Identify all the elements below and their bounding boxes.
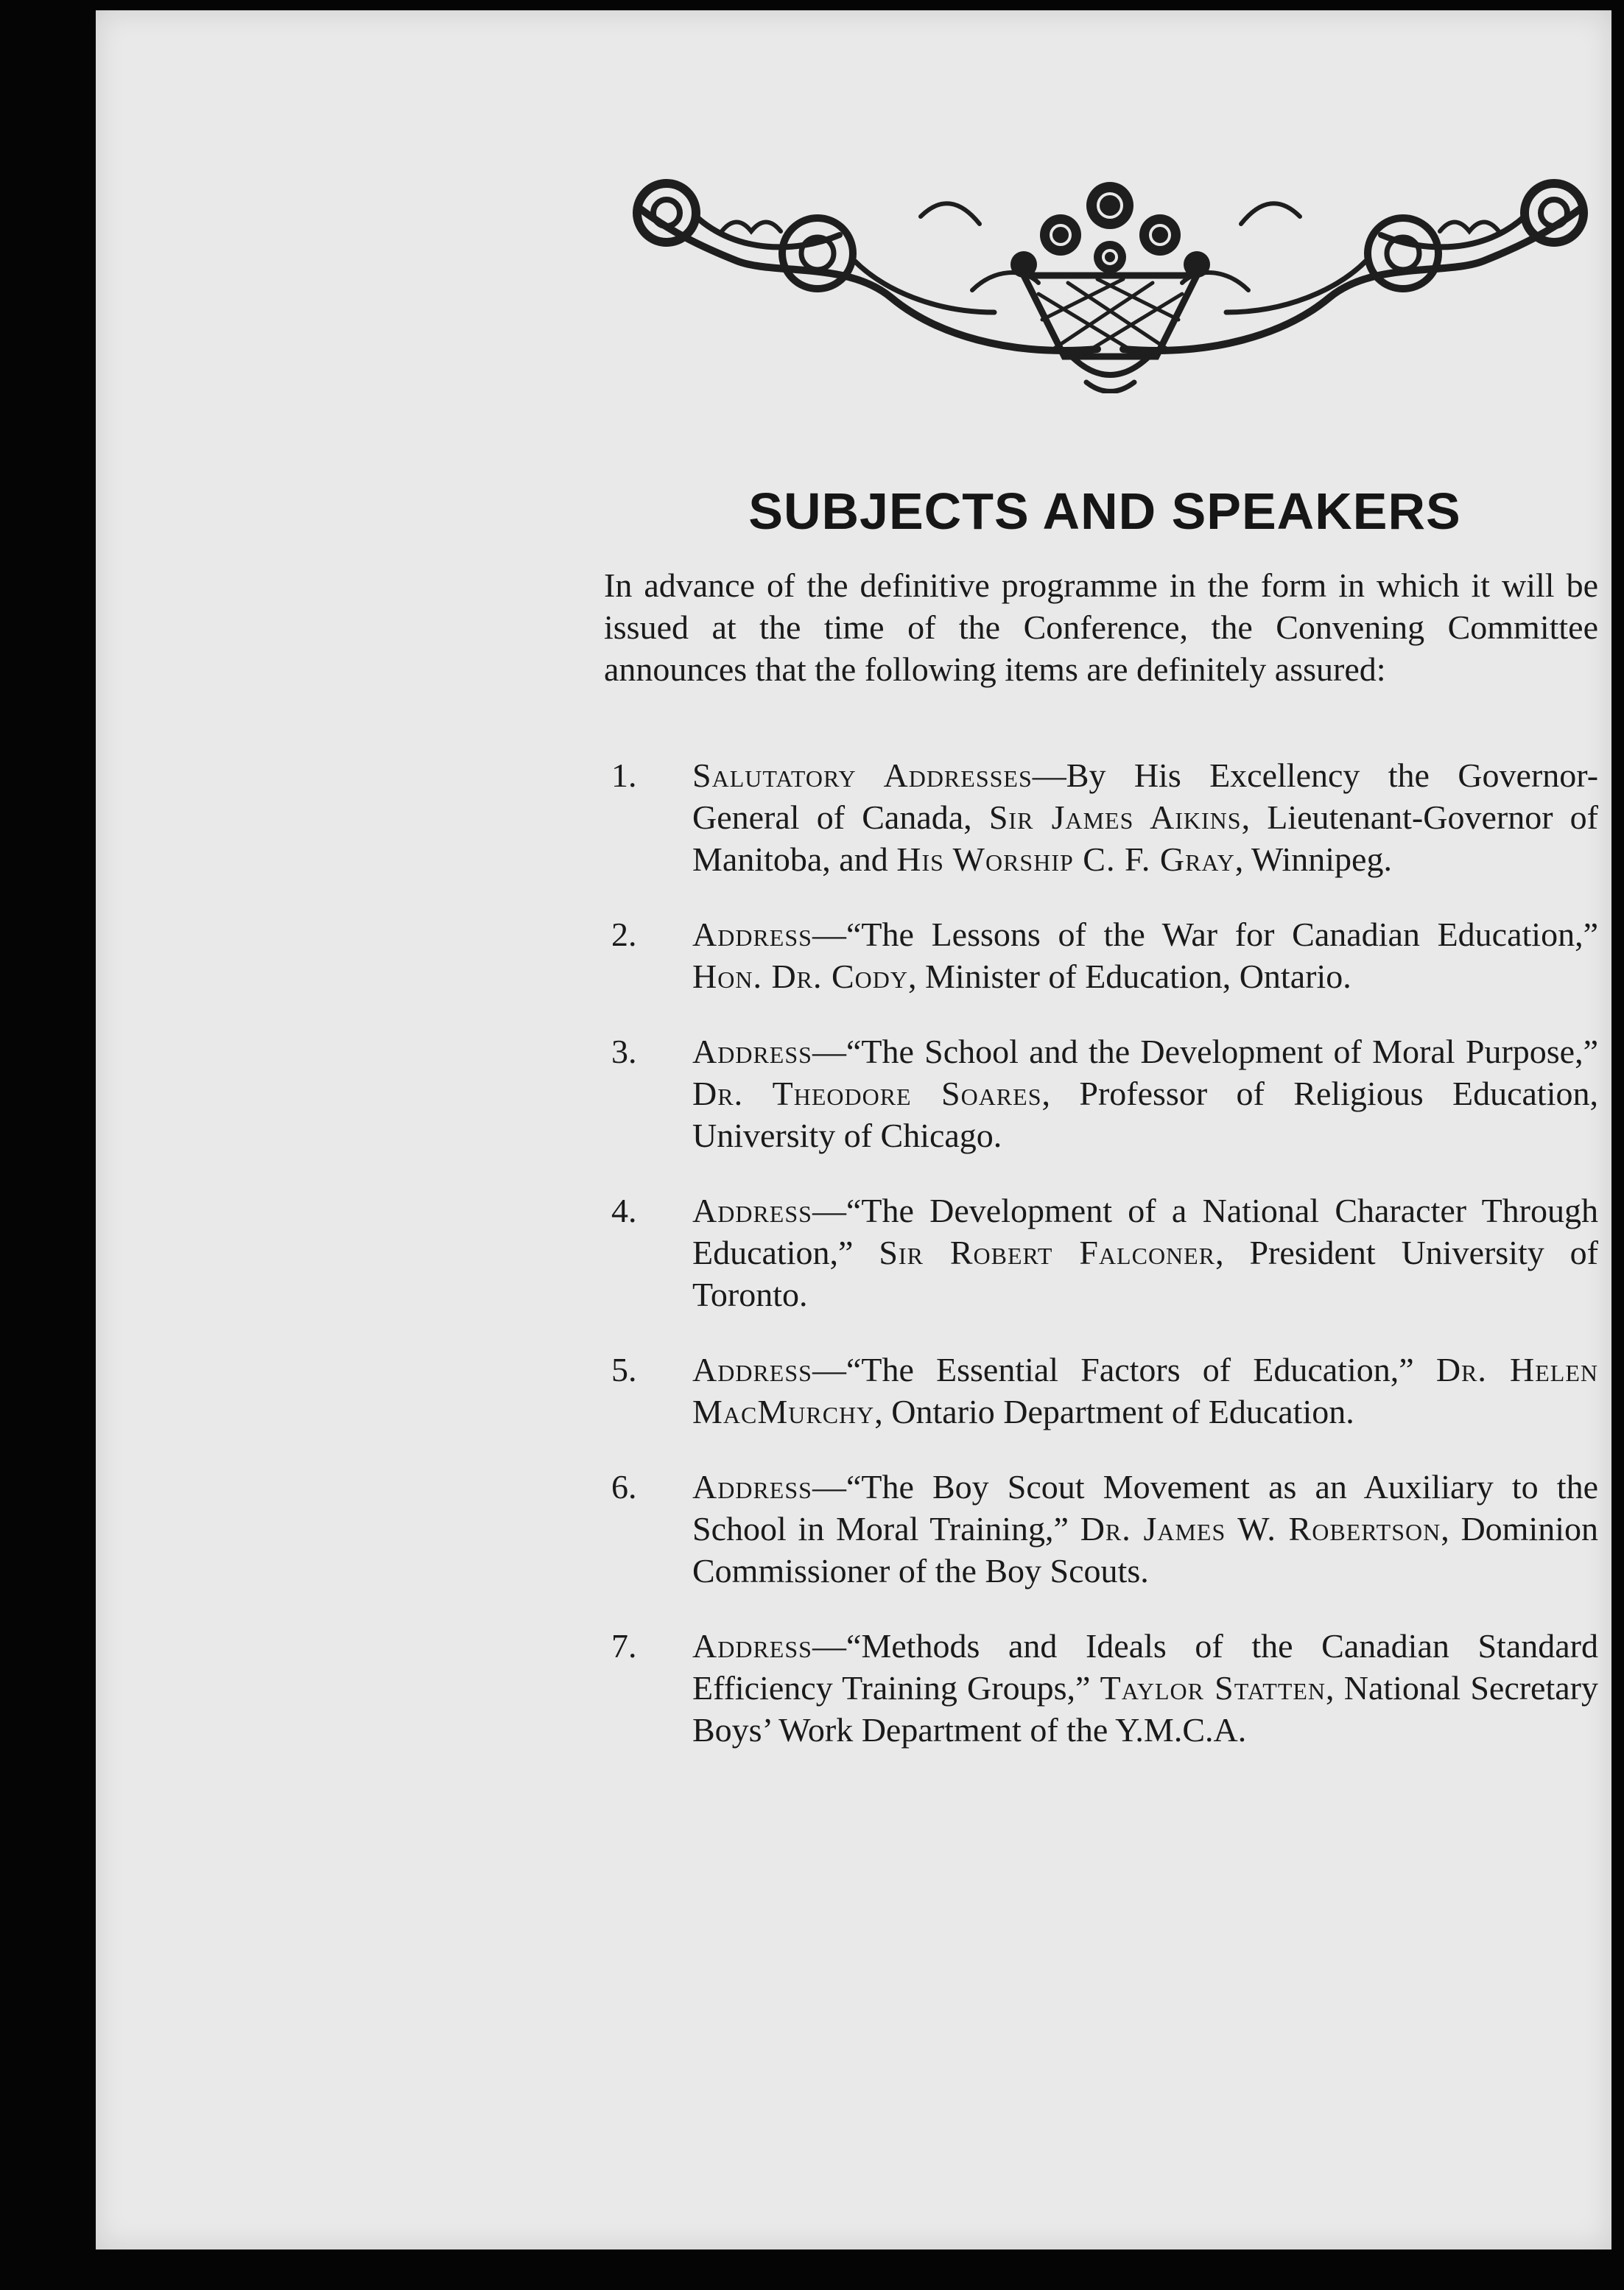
item-text: , Professor of Religious Education, University of Chicago. [692, 1075, 1598, 1154]
list-item [604, 1466, 1598, 1592]
item-text: —By His Excellency the Governor-General of Canada, [692, 756, 1599, 836]
item-text: —“The Lessons of the War for Canadian Education,” [812, 916, 1598, 953]
item-kind: Salutatory Addresses [692, 756, 1033, 794]
item-number: 4. [611, 1192, 637, 1229]
speaker-name: His Worship C. F. Gray [896, 840, 1235, 878]
list-item [604, 1349, 1598, 1433]
speaker-name: Dr. Theodore Soares [692, 1075, 1042, 1112]
item-kind: Address [692, 1627, 812, 1665]
intro-paragraph: In advance of the definitive programme in the form in which it will be issued at the time of the Conference, the Convening Committee announces that the following items are definitely assured: [604, 566, 1598, 688]
speaker-name: Hon. Dr. Cody [692, 958, 909, 995]
item-text: —“The School and the Development of Moral Purpose,” [812, 1033, 1598, 1070]
item-kind: Address [692, 916, 812, 953]
list-item [604, 913, 1598, 997]
item-number: 3. [611, 1033, 637, 1070]
item-text: , Ontario Department of Education. [874, 1393, 1354, 1430]
item-text: , Winnipeg. [1234, 840, 1392, 878]
item-number: 6. [611, 1468, 637, 1506]
page-title: SUBJECTS AND SPEAKERS [748, 482, 1461, 540]
ornamental-headpiece [626, 165, 1595, 393]
item-text: , Dominion Commissioner of the Boy Scouts. [692, 1510, 1599, 1590]
item-text: , President University of Toronto. [692, 1234, 1598, 1313]
item-number: 7. [611, 1627, 637, 1665]
item-text: —“The Boy Scout Movement as an Auxiliary to the School in Moral Training,” [692, 1468, 1598, 1548]
speaker-name: Taylor Statten [1100, 1669, 1326, 1707]
item-text: , Minister of Education, Ontario. [908, 958, 1351, 995]
list-item [604, 1625, 1598, 1751]
item-kind: Address [692, 1192, 812, 1229]
item-number: 2. [611, 916, 637, 953]
item-text: —“Methods and Ideals of the Canadian Standard Efficiency Training Groups,” [692, 1627, 1598, 1707]
item-text: —“The Essential Factors of Education,” [812, 1351, 1436, 1388]
speaker-name: Sir James Aikins [988, 798, 1242, 836]
item-text: , Lieutenant-Governor of Manitoba, and [692, 798, 1598, 878]
list-item [604, 1030, 1598, 1156]
item-text: , National Secretary Boys’ Work Department of the Y.M.C.A. [692, 1669, 1598, 1749]
speaker-name: Dr. James W. Robertson [1080, 1510, 1441, 1548]
item-kind: Address [692, 1351, 812, 1388]
item-text: —“The Development of a National Character Through Education,” [692, 1192, 1598, 1271]
item-number: 5. [611, 1351, 637, 1388]
item-number: 1. [611, 756, 637, 794]
list-item [604, 1190, 1598, 1316]
list-item [604, 754, 1598, 880]
document-page [96, 10, 1611, 2249]
speaker-list [604, 754, 1598, 1751]
item-kind: Address [692, 1033, 812, 1070]
speaker-name: Dr. Helen MacMurchy [692, 1351, 1598, 1430]
item-kind: Address [692, 1468, 812, 1506]
speaker-name: Sir Robert Falconer [879, 1234, 1216, 1271]
